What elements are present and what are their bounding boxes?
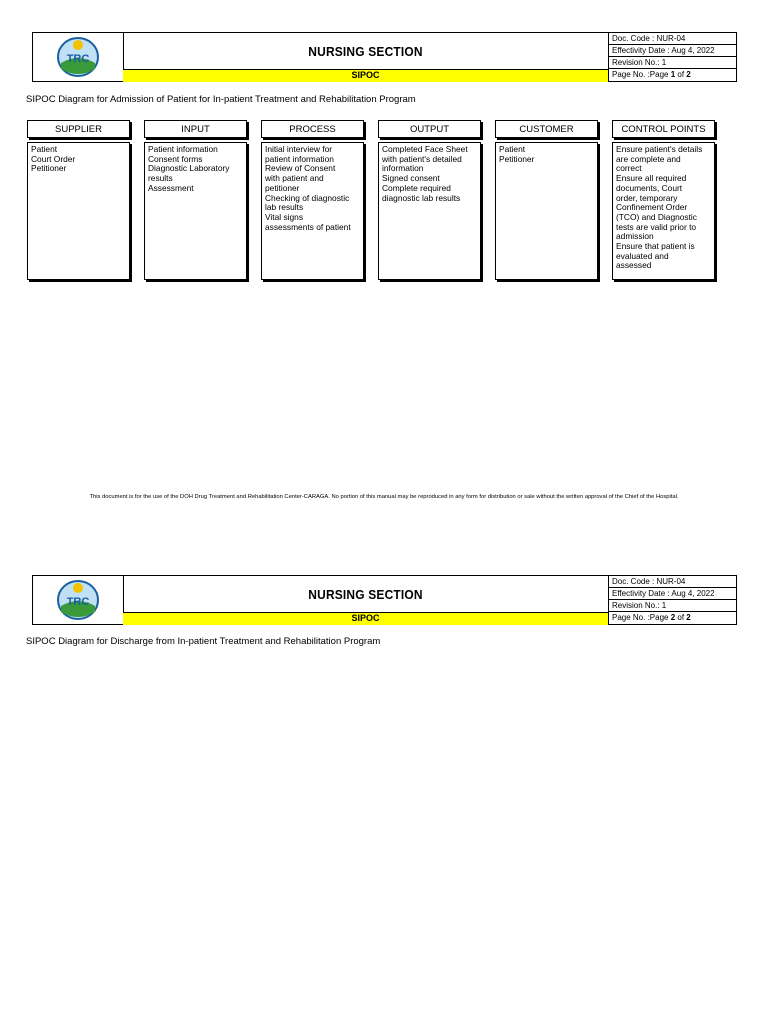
column-heading: CUSTOMER: [495, 120, 598, 138]
column-line: Vital signs: [265, 211, 304, 222]
effectivity-date: Effectivity Date : Aug 4, 2022: [609, 588, 737, 600]
column-line: Ensure patient's details: [616, 144, 703, 154]
column-line: evaluated and: [616, 250, 669, 261]
column-line: Patient: [499, 144, 526, 154]
sipoc-band: SIPOC: [123, 612, 608, 625]
hospital-logo-icon: [53, 35, 103, 79]
hospital-logo-icon: [53, 578, 103, 622]
sipoc-column-output: [378, 120, 481, 280]
column-line: (TCO) and Diagnostic: [616, 211, 697, 222]
doc-code: Doc. Code : NUR-04: [609, 576, 737, 588]
column-line: Patient information: [148, 144, 218, 154]
document-meta: [608, 576, 737, 624]
revision-number: Revision No.: 1: [609, 600, 737, 612]
column-line: Completed Face Sheet: [382, 144, 468, 154]
column-line: with patient and: [265, 173, 324, 184]
page-number: Page No. :Page 2 of 2: [612, 613, 691, 622]
column-line: information: [382, 163, 424, 174]
section-title: NURSING SECTION: [308, 586, 423, 602]
sipoc-column-customer: [495, 120, 598, 280]
column-body: [495, 142, 598, 280]
column-line: results: [148, 173, 173, 184]
column-heading: OUTPUT: [378, 120, 481, 138]
column-line: admission: [616, 231, 654, 242]
sipoc-column-control-points: [612, 120, 715, 280]
column-line: diagnostic lab results: [382, 192, 461, 203]
svg-text:TRC: TRC: [66, 596, 90, 608]
column-line: Complete required: [382, 182, 451, 193]
column-line: Ensure that patient is: [616, 241, 695, 252]
column-heading: CONTROL POINTS: [612, 120, 715, 138]
effectivity-date: Effectivity Date : Aug 4, 2022: [609, 45, 737, 57]
column-line: Diagnostic Laboratory: [148, 163, 230, 174]
column-line: Petitioner: [31, 163, 67, 174]
column-line: assessments of patient: [265, 221, 351, 232]
column-line: Assessment: [148, 182, 194, 193]
column-line: order, temporary: [616, 192, 678, 203]
column-line: are complete and: [616, 153, 681, 164]
column-line: documents, Court: [616, 182, 683, 193]
column-body: [378, 142, 481, 280]
column-line: Patient: [31, 144, 58, 154]
column-body: [261, 142, 364, 280]
column-line: Signed consent: [382, 173, 440, 184]
revision-number: Revision No.: 1: [609, 57, 737, 69]
column-body: [612, 142, 715, 280]
column-line: Review of Consent: [265, 163, 336, 174]
column-line: lab results: [265, 202, 304, 213]
column-heading: SUPPLIER: [27, 120, 130, 138]
column-line: Ensure all required: [616, 173, 687, 184]
column-line: Consent forms: [148, 153, 203, 164]
column-line: correct: [616, 163, 642, 174]
page-number: Page No. :Page 1 of 2: [612, 70, 691, 79]
logo-cell: [33, 33, 124, 81]
diagram-title: SIPOC Diagram for Admission of Patient for In-patient Treatment and Rehabilitation Program: [26, 94, 416, 105]
column-line: petitioner: [265, 182, 300, 193]
doc-code: Doc. Code : NUR-04: [609, 33, 737, 45]
page-2-header: [32, 575, 737, 625]
page-1-header: [32, 32, 737, 82]
column-body: [27, 142, 130, 280]
document-meta: [608, 33, 737, 81]
column-line: patient information: [265, 153, 334, 164]
column-heading: PROCESS: [261, 120, 364, 138]
column-line: Court Order: [31, 153, 76, 164]
section-title: NURSING SECTION: [308, 43, 423, 59]
column-line: Checking of diagnostic: [265, 192, 350, 203]
sipoc-column-supplier: [27, 120, 130, 280]
column-line: tests are valid prior to: [616, 221, 697, 232]
sipoc-column-input: [144, 120, 247, 280]
column-line: assessed: [616, 260, 652, 271]
column-body: [144, 142, 247, 280]
column-line: Confinement Order: [616, 202, 688, 213]
logo-cell: [33, 576, 124, 624]
diagram-title: SIPOC Diagram for Discharge from In-patient Treatment and Rehabilitation Program: [26, 636, 381, 647]
column-line: Initial interview for: [265, 144, 333, 154]
sipoc-band: SIPOC: [123, 69, 608, 82]
column-line: with patient's detailed: [382, 153, 462, 164]
footer-disclaimer: This document is for the use of the DOH Drug Treatment and Rehabilitation Center-CARAGA. No portion of this manual may be reproduced in any form for distribution or sale without the written approval of the Chief of the Hospital.: [89, 494, 679, 500]
svg-text:TRC: TRC: [66, 53, 90, 65]
column-heading: INPUT: [144, 120, 247, 138]
column-line: Petitioner: [499, 153, 535, 164]
sipoc-column-process: [261, 120, 364, 280]
